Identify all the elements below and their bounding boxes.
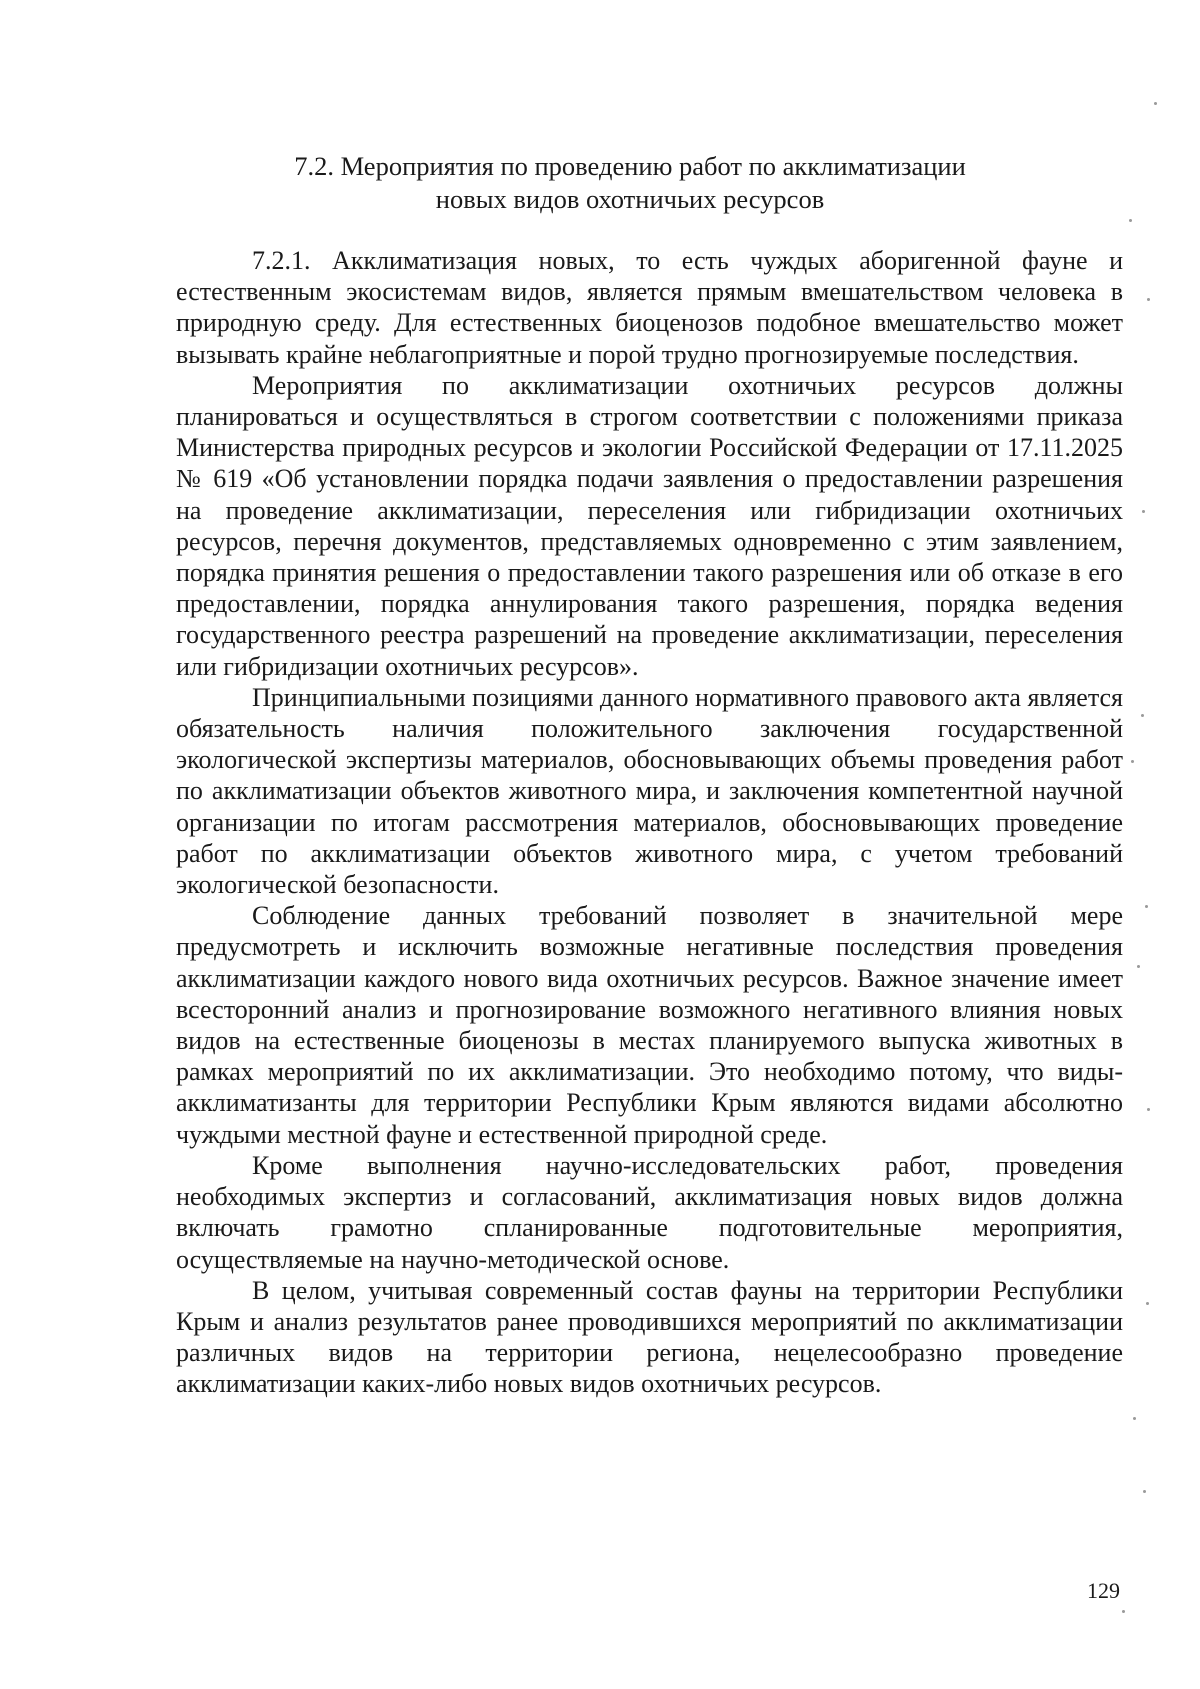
scan-speck xyxy=(1137,965,1140,968)
scan-speck xyxy=(1141,714,1144,717)
scan-speck xyxy=(1142,510,1145,513)
scan-speck xyxy=(1147,298,1150,301)
body-text xyxy=(176,245,1123,1400)
scan-speck xyxy=(1147,1108,1150,1111)
scan-speck xyxy=(1122,1610,1125,1613)
paragraph-regulation: Мероприятия по акклиматизации охотничьих ресурсов должны планироваться и осуществляться в строгом соответствии с положениями приказа Министерства природных ресурсов и экологии Российской Федерации от 17.11.2025 № 619 «Об установлении порядка подачи заявления о предоставлении разрешения на проведение акклиматизации, переселения или гибридизации охотничьих ресурсов, перечня документов, представляемых одновременно с этим заявлением, порядка принятия решения о предоставлении такого разрешения или об отказе в его предоставлении, порядка аннулирования такого разрешения, порядка ведения государственного реестра разрешений на проведение акклиматизации, переселения или гибридизации охотничьих ресурсов». xyxy=(176,370,1123,681)
paragraph-7-2-1: 7.2.1. Акклиматизация новых, то есть чуждых аборигенной фауне и естественным экосистемам видов, является прямым вмешательством человека в природную среду. Для естественных биоценозов подобное вмешательство может вызывать крайне неблагоприятные и порой трудно прогнозируемые последствия. xyxy=(176,246,1123,369)
scan-speck xyxy=(1131,760,1134,763)
paragraph-principles: Принципиальными позициями данного нормативного правового акта является обязательность наличия положительного заключения государственной экологической экспертизы материалов, обосновывающих объемы проведения работ по акклиматизации объектов животного мира, и заключения компетентной научной организации по итогам рассмотрения материалов, обосновывающих проведение работ по акклиматизации объектов животного мира, с учетом требований экологической безопасности. xyxy=(176,682,1123,900)
scan-speck xyxy=(1143,1490,1146,1493)
scan-speck xyxy=(1129,219,1132,222)
scan-speck xyxy=(1146,1302,1149,1305)
page-number: 129 xyxy=(1087,1578,1120,1603)
scan-speck xyxy=(1133,1417,1136,1420)
paragraph-preparation: Кроме выполнения научно-исследовательских работ, проведения необходимых экспертиз и согласований, акклиматизация новых видов должна включать грамотно спланированные подготовительные мероприятия, осуществляемые на научно-методической основе. xyxy=(176,1150,1123,1274)
scan-speck xyxy=(1145,905,1148,908)
paragraph-requirements: Соблюдение данных требований позволяет в значительной мере предусмотреть и исключить возможные негативные последствия проведения акклиматизации каждого нового вида охотничьих ресурсов. Важное значение имеет всесторонний анализ и прогнозирование возможного негативного влияния новых видов на естественные биоценозы в местах планируемого выпуска животных в рамках мероприятий по их акклиматизации. Это необходимо потому, что виды-акклиматизанты для территории Республики Крым являются видами абсолютно чуждыми местной фауне и естественной природной среде. xyxy=(176,901,1123,1149)
section-heading xyxy=(180,150,1080,216)
paragraph-conclusion: В целом, учитывая современный состав фауны на территории Республики Крым и анализ результатов ранее проводившихся мероприятий по акклиматизации различных видов на территории региона, нецелесообразно проведение акклиматизации каких-либо новых видов охотничьих ресурсов. xyxy=(176,1275,1123,1399)
section-heading-line-1: 7.2. Мероприятия по проведению работ по акклиматизации xyxy=(294,151,966,181)
scan-speck xyxy=(1154,102,1157,105)
section-heading-line-2: новых видов охотничьих ресурсов xyxy=(435,184,825,214)
